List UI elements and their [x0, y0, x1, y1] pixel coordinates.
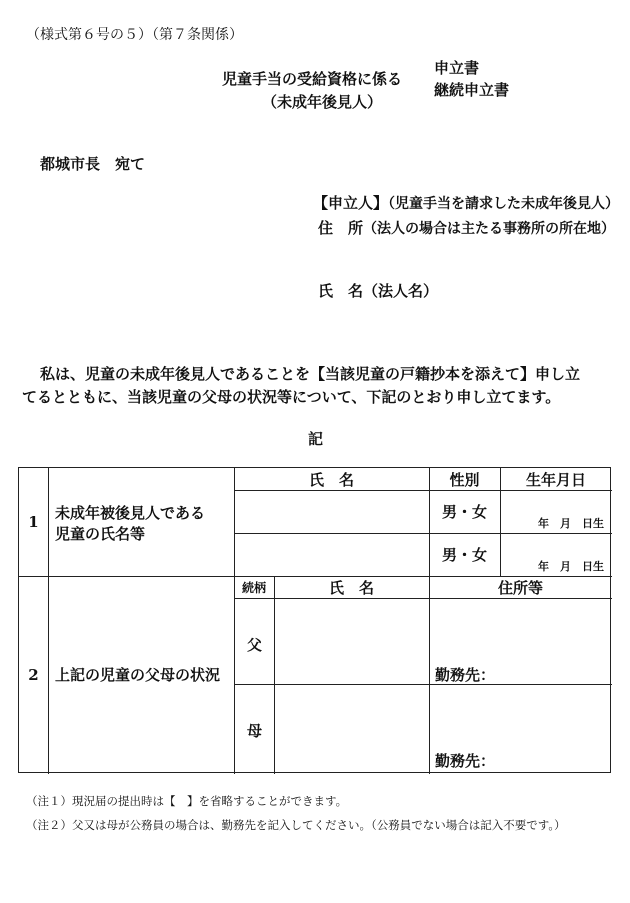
- s1-row2-gender: 男・女: [441, 546, 487, 564]
- ki-heading: 記: [308, 430, 324, 448]
- s1-row1-gender: 男・女: [441, 503, 487, 521]
- s2-col-relation: 続柄: [241, 580, 266, 595]
- s2-row2-work: 勤務先：: [435, 752, 496, 770]
- address-label: 住 所: [318, 219, 364, 237]
- applicant-label: [313, 192, 619, 213]
- s1-col-birth: 生年月日: [525, 470, 586, 489]
- doc-type-application: 申立書: [434, 59, 480, 77]
- address-row: [318, 217, 615, 238]
- doc-type-continuation: 継続申立書: [434, 81, 510, 99]
- address-note: （法人の場合は主たる事務所の所在地）: [363, 221, 616, 237]
- form-number: （様式第６号の５）（第７条関係）: [26, 27, 243, 43]
- s1-row1-date: 年 月 日生: [538, 517, 604, 530]
- s1-label-line2: 児童の氏名等: [55, 525, 146, 543]
- s2-row2-relation: 母: [247, 722, 263, 740]
- name-row: [318, 280, 438, 301]
- applicant-title: 【申立人】: [313, 194, 389, 212]
- s1-col-gender: 性別: [449, 470, 480, 489]
- s1-row2-date: 年 月 日生: [538, 560, 604, 573]
- number-column-line: [48, 468, 49, 774]
- s1-header-line: [234, 490, 612, 491]
- s2-col-name: 氏 名: [328, 578, 374, 597]
- s2-label: 上記の児童の父母の状況: [55, 666, 221, 684]
- form-title-line1: 児童手当の受給資格に係る: [222, 70, 403, 88]
- form-title-line2: （未成年後見人）: [262, 93, 383, 111]
- note-1: （注１）現況届の提出時は【 】を省略することができます。: [26, 794, 348, 808]
- s2-row-line: [234, 684, 612, 685]
- s2-header-line: [234, 598, 612, 599]
- s2-number: 2: [28, 666, 39, 684]
- s1-col-name: 氏 名: [308, 470, 354, 489]
- s1-row-line: [234, 533, 612, 534]
- statement-line1: 私は、児童の未成年後見人であることを【当該児童の戸籍抄本を添えて】申し立: [40, 365, 581, 383]
- s1-number: 1: [28, 513, 39, 531]
- s2-col-address: 住所等: [497, 578, 543, 597]
- s2-row1-work: 勤務先：: [435, 666, 496, 684]
- status-table: [18, 467, 611, 773]
- s2-relation-line: [274, 576, 275, 774]
- statement-line2: てるとともに、当該児童の父母の状況等について、下記のとおり申し立てます。: [22, 388, 561, 406]
- s1-label-line1: 未成年被後見人である: [55, 504, 206, 522]
- s2-row1-relation: 父: [247, 636, 263, 654]
- name-note: （法人名）: [363, 282, 439, 300]
- addressee: 都城市長 宛て: [40, 155, 146, 173]
- name-label: 氏 名: [318, 282, 364, 300]
- note-2: （注２）父又は母が公務員の場合は、勤務先を記入してください。（公務員でない場合は記入不要です。）: [26, 818, 566, 832]
- s2-label-line: [234, 576, 235, 774]
- applicant-note: （児童手当を請求した未成年後見人）: [388, 196, 620, 212]
- s2-address-line: [429, 576, 430, 774]
- s1-label: [55, 503, 205, 545]
